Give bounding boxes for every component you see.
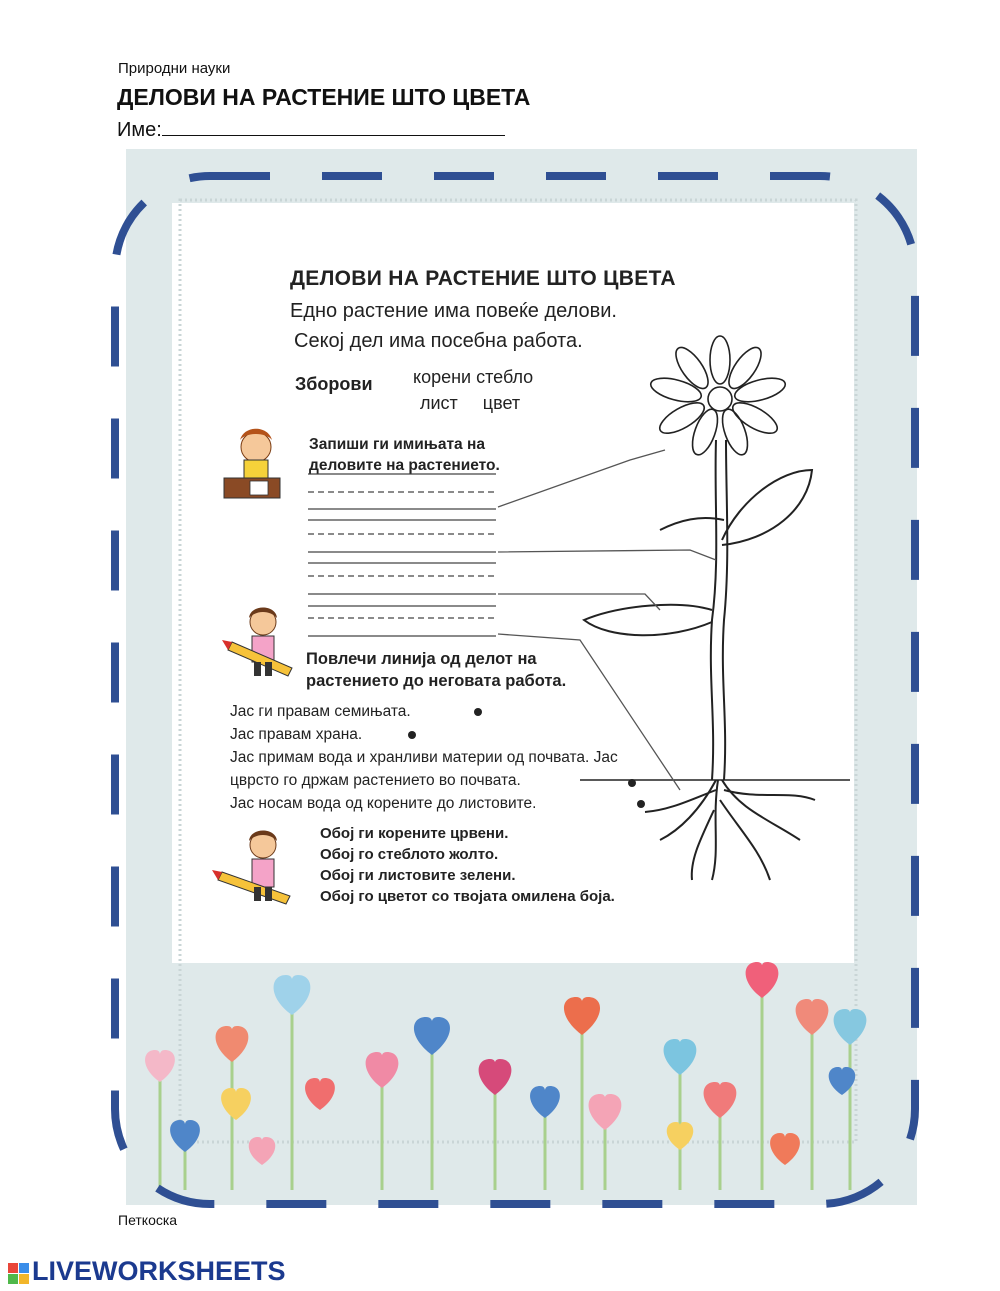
girl-pencil-icon <box>222 608 292 677</box>
instruction-line: Запиши ги имињата на <box>309 436 485 453</box>
coloring-item: Обој ги листовите зелени. <box>320 867 516 884</box>
boy-writing-icon <box>224 429 280 498</box>
job-item[interactable]: Јас примам вода и хранливи материи од почвата. Јас <box>230 749 618 766</box>
coloring-item: Обој го цветот со твојата омилена боја. <box>320 888 615 905</box>
word-bank-row-2: лист цвет <box>420 393 521 413</box>
flower-diagram-icon <box>580 336 850 880</box>
intro-line-2: Секој дел има посебна работа. <box>294 330 583 352</box>
name-label: Име: <box>117 119 162 141</box>
liveworksheets-logo-icon <box>8 1263 30 1285</box>
instruction-line: растението до неговата работа. <box>306 672 567 690</box>
word-bank-label: Зборови <box>295 374 373 394</box>
brand-logo-text: LIVEWORKSHEETS <box>32 1256 286 1286</box>
page-title: ДЕЛОВИ НА РАСТЕНИЕ ШТО ЦВЕТА <box>117 84 531 110</box>
girl-pencil-icon <box>212 831 290 905</box>
job-item[interactable]: Јас правам храна. <box>230 726 363 743</box>
coloring-instructions <box>320 823 615 907</box>
answer-blank-leaf[interactable] <box>308 526 496 554</box>
coloring-item: Обој го стеблото жолто. <box>320 846 499 863</box>
instruction-line: Повлечи линија од делот на <box>306 650 537 668</box>
coloring-item: Обој ги корените црвени. <box>320 825 509 842</box>
job-item[interactable]: Јас носам вода од корените до листовите. <box>230 795 537 812</box>
answer-blank-roots[interactable] <box>308 610 496 638</box>
word-bank-row-1: корени стебло <box>413 367 534 387</box>
answer-blank-stem[interactable] <box>308 568 496 596</box>
subject-label: Природни науки <box>118 60 231 77</box>
intro-line-1: Едно растение има повеќе делови. <box>290 300 617 322</box>
job-item[interactable]: цврсто го држам растението во почвата. <box>230 772 521 789</box>
instruction-line: деловите на растението. <box>309 457 500 474</box>
author-label: Петкоска <box>118 1212 178 1228</box>
instruction-draw-line <box>306 648 566 692</box>
worksheet-title: ДЕЛОВИ НА РАСТЕНИЕ ШТО ЦВЕТА <box>290 267 676 290</box>
answer-blank-flower[interactable] <box>308 466 496 510</box>
heart-flowers-decoration <box>145 962 866 1190</box>
job-item[interactable]: Јас ги правам семињата. <box>230 703 411 720</box>
